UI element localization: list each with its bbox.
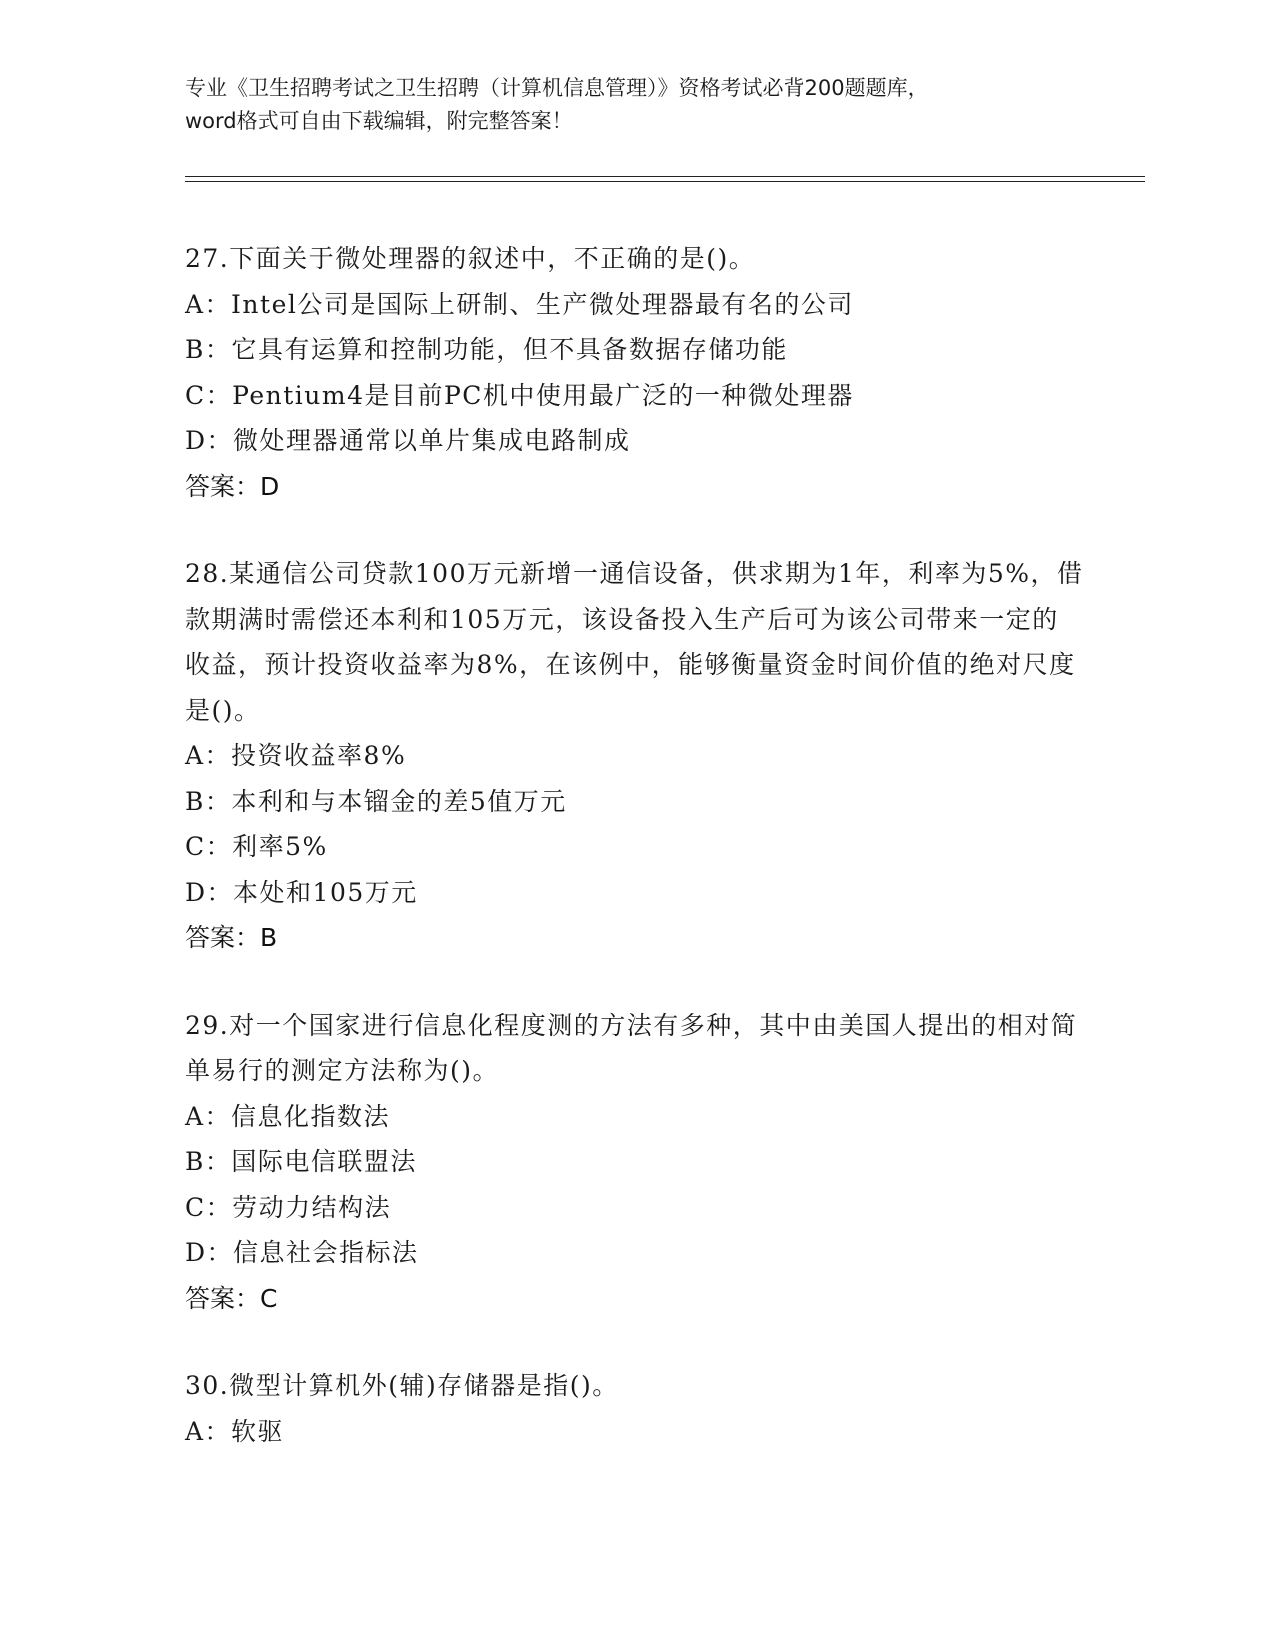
option-d: D：微处理器通常以单片集成电路制成 bbox=[185, 426, 631, 455]
question-text: 30.微型计算机外(辅)存储器是指()。 bbox=[185, 1371, 619, 1400]
header-divider-top bbox=[185, 176, 1145, 177]
option-c: C：Pentium4是目前PC机中使用最广泛的一种微处理器 bbox=[185, 380, 854, 410]
option-b: B：它具有运算和控制功能，但不具备数据存储功能 bbox=[185, 335, 788, 364]
option-a: A：软驱 bbox=[185, 1416, 285, 1446]
option-b: B：本利和与本镏金的差5值万元 bbox=[185, 786, 567, 816]
question-list bbox=[185, 236, 1085, 1496]
option-b: B：国际电信联盟法 bbox=[185, 1147, 417, 1176]
option-a: A：信息化指数法 bbox=[185, 1101, 391, 1131]
option-c: C：利率5% bbox=[185, 832, 328, 861]
question-29 bbox=[185, 1003, 1085, 1322]
question-text: 29.对一个国家进行信息化程度测的方法有多种，其中由美国人提出的相对简单易行的测定方法称为()。 bbox=[185, 1010, 1078, 1085]
option-d: D：信息社会指标法 bbox=[185, 1238, 419, 1267]
question-27 bbox=[185, 236, 1085, 509]
option-a: A：投资收益率8% bbox=[185, 741, 407, 770]
header-line-2: word格式可自由下载编辑，附完整答案！ bbox=[185, 109, 573, 133]
option-c: C：劳动力结构法 bbox=[185, 1192, 392, 1222]
answer-label: 答案：B bbox=[185, 923, 278, 952]
document-header bbox=[185, 72, 1085, 138]
question-28 bbox=[185, 551, 1085, 961]
question-30 bbox=[185, 1363, 1085, 1454]
question-text: 27.下面关于微处理器的叙述中，不正确的是()。 bbox=[185, 244, 756, 273]
option-d: D：本处和105万元 bbox=[185, 877, 418, 907]
question-text: 28.某通信公司贷款100万元新增一通信设备，供求期为1年，利率为5%，借款期满时需偿还本利和105万元，该设备投入生产后可为该公司带来一定的收益，预计投资收益率为8%，在该例中，能够衡量资金时间价值的绝对尺度是()。 bbox=[185, 559, 1084, 725]
answer-label: 答案：C bbox=[185, 1283, 278, 1313]
header-divider-bottom bbox=[185, 181, 1145, 182]
option-a: A：Intel公司是国际上研制、生产微处理器最有名的公司 bbox=[185, 289, 854, 319]
answer-label: 答案：D bbox=[185, 471, 280, 501]
header-line-1: 专业《卫生招聘考试之卫生招聘（计算机信息管理）》资格考试必背200题题库， bbox=[185, 76, 929, 100]
